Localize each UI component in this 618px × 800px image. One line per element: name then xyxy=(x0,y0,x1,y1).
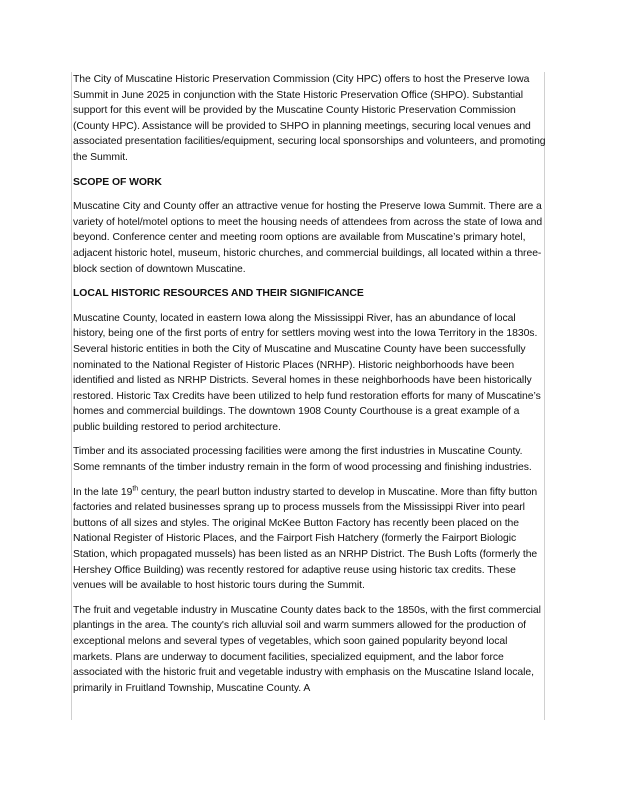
ordinal-superscript: th xyxy=(132,485,139,493)
scope-of-work-heading: SCOPE OF WORK xyxy=(73,176,162,188)
resources-paragraph: Muscatine County, located in eastern Iowa along the Mississippi River, has an abundance of local history, being one of the first ports of entry for settlers moving west into the Iowa Territory in the 1830s. Several historic entities in both the City of Muscatine and Muscatine County have been successfully nominated to the National Register of Historic Places (NRHP). Historic neighborhoods have been identified and listed as NRHP Districts. Several homes in these neighborhoods have been historically restored. Historic Tax Credits have been utilized to help fund restoration efforts for many of Muscatine’s homes and commercial buildings. The downtown 1908 County Courthouse is a great example of a public building restored to period architecture. xyxy=(73,312,541,433)
pearl-text-end: century, the pearl button industry started to develop in Muscatine. More than fifty button factories and related businesses sprang up to process mussels from the Mississippi River into pearl buttons of all sizes and styles. The original McKee Button Factory has recently been placed on the National Register of Historic Places, and the Fairport Fish Hatchery (formerly the Fairport Biologic Station, which propagated mussels) has been listed as an NRHP District. The Bush Lofts (formerly the Hershey Office Building) was recently restored for adaptive reuse using historic tax credits. These venues will be available to host historic tours during the Summit. xyxy=(73,486,538,592)
pearl-button-paragraph xyxy=(73,485,547,594)
fruit-vegetable-paragraph: The fruit and vegetable industry in Muscatine County dates back to the 1850s, with the first commercial plantings in the area. The county's rich alluvial soil and warm summers allowed for the production of exceptional melons and several types of vegetables, which soon gained popularity beyond local markets. Plans are underway to document facilities, specialized equipment, and the labor force associated with the historic fruit and vegetable industry with emphasis on the Muscatine Island locale, primarily in Fruitland Township, Muscatine County. A xyxy=(73,604,541,694)
timber-paragraph: Timber and its associated processing facilities were among the first industries in Muscatine County. Some remnants of the timber industry remain in the form of wood processing and finishing industries. xyxy=(73,446,532,474)
scope-paragraph: Muscatine City and County offer an attractive venue for hosting the Preserve Iowa Summit. There are a variety of hotel/motel options to meet the housing needs of attendees from across the state of Iowa and beyond. Conference center and meeting room options are available from Muscatine’s primary hotel, adjacent historic hotel, museum, historic churches, and commercial buildings, all located within a three-block section of downtown Muscatine. xyxy=(73,201,543,275)
historic-resources-heading: LOCAL HISTORIC RESOURCES AND THEIR SIGNIFICANCE xyxy=(73,288,364,300)
pearl-text-start: In the late 19 xyxy=(73,486,133,498)
document-body xyxy=(73,72,547,705)
intro-paragraph: The City of Muscatine Historic Preservation Commission (City HPC) offers to host the Preserve Iowa Summit in June 2025 in conjunction with the State Historic Preservation Office (SHPO). Substantial support for this event will be provided by the Muscatine County Historic Preservation Commission (County HPC). Assistance will be provided to SHPO in planning meetings, securing local venues and associated presentation facilities/equipment, securing local sponsorships and volunteers, and promoting the Summit. xyxy=(73,74,546,163)
